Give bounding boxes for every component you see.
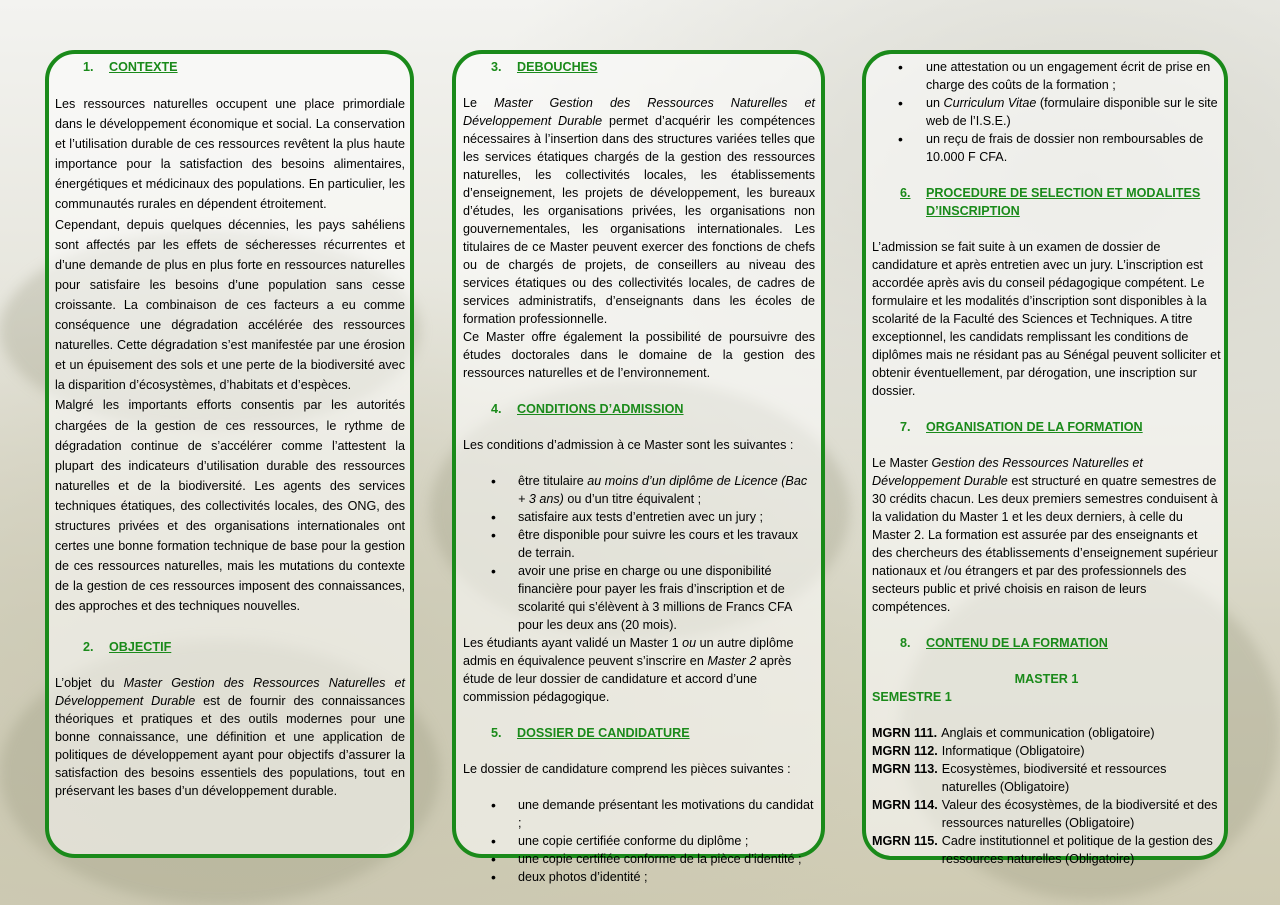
list-item: • une copie certifiée conforme de la pièce d’identité ; (463, 850, 815, 868)
panel-debouches-admission (452, 50, 825, 884)
section-heading-procedure: 6. PROCEDURE DE SELECTION ET MODALITES D’INSCRIPTION (900, 186, 1201, 218)
list-item: • avoir une prise en charge ou une disponibilité financière pour payer les frais d’inscription et de scolarité qui s’élèvent à 3 millions de Francs CFA pour les deux ans (20 mois). (463, 562, 815, 634)
list-item: • une copie certifiée conforme du diplôme ; (463, 832, 815, 850)
panel-contexte-objectif (45, 50, 414, 858)
list-item: • deux photos d’identité ; (463, 868, 815, 886)
course-item: MGRN 111. Anglais et communication (obligatoire) (872, 726, 1155, 740)
conditions-intro: Les conditions d’admission à ce Master sont les suivantes : (463, 438, 794, 452)
procedure-paragraph: L’admission se fait suite à un examen de dossier de candidature et après entretien avec un jury. L’inscription est accordée après avis du conseil pédagogique compétent. Le formulaire et les modalités d’inscription sont disponibles à la scolarité de la Faculté des Sciences et Techniques. A titre exceptionnel, les candidats remplissant les conditions de diplômes mais ne résidant pas au Sénégal peuvent solliciter et obtenir éventuellement, par dérogation, une inscription sur dossier. (872, 240, 1221, 398)
section-heading-objectif: 2. OBJECTIF (83, 640, 172, 655)
debouches-paragraph-1: Le Master Gestion des Ressources Naturelles et Développement Durable permet d’acquérir les compétences nécessaires à l’insertion dans des structures variées telles que les services étatiques chargés de la gestion des ressources naturelles, les collectivités locales, les établissements d’enseignement, les projets de développement, les bureaux d’études, les organisations privées, les organisations non gouvernementales, les organisations internationales. Les titulaires de ce Master peuvent exercer des fonctions de chefs ou de chargés de projets, de conseillers au niveau des services étatiques ou des collectivités locales, de cadres de services administratifs, d’enseignants dans les écoles de formation professionnelle. (463, 96, 815, 326)
section-heading-contenu: 8. CONTENU DE LA FORMATION (900, 636, 1108, 650)
dossier-list-continued (872, 58, 1221, 166)
contexte-paragraph-1: Les ressources naturelles occupent une place primordiale dans le développement économique et social. La conservation et l’utilisation durable de ces ressources revêtent la plus haute importance pour la satisfaction des besoins alimentaires, énergétiques et médicinaux des populations. En particulier, les communautés rurales en dépendent étroitement. (55, 97, 405, 212)
course-item: MGRN 114. Valeur des écosystèmes, de la biodiversité et des ressources naturelles (Obligatoire) (872, 798, 1218, 830)
section-heading-contexte: 1. CONTEXTE (83, 60, 178, 74)
conditions-list (463, 472, 815, 634)
semester-title: SEMESTRE 1 (872, 690, 952, 704)
section-heading-conditions: 4. CONDITIONS D’ADMISSION (491, 402, 684, 416)
list-item: • être titulaire au moins d’un diplôme de Licence (Bac + 3 ans) ou d’un titre équivalent ; (463, 472, 815, 508)
contexte-paragraph-3: Malgré les importants efforts consentis par les autorités chargées de la gestion de ces ressources, le rythme de dégradation continue de s’accélérer comme l’attestent la plupart des indicateurs d’utilisation durable des ressources naturelles et de la biodiversité. Les agents des services techniques étatiques, des collectivités locales, des ONG, des structures privées et des organisations internationales ont certes une bonne formation technique de base pour la gestion de ces ressources naturelles, mais les mutations du contexte de la gestion de ces ressources imposent des connaissances, des approches et des techniques nouvelles. (55, 398, 405, 614)
objectif-paragraph: L’objet du Master Gestion des Ressources Naturelles et Développement Durable est de fournir des connaissances théoriques et pratiques et des outils modernes pour une bonne connaissance, une définition et une application de politiques de développement ayant pour objectifs d’assurer la satisfaction des besoins essentiels des populations, tout en préservant les bases d’un développement durable. (55, 676, 405, 799)
course-item: MGRN 115. Cadre institutionnel et politique de la gestion des ressources naturelles (Obligatoire) (872, 834, 1213, 866)
list-item: • un Curriculum Vitae (formulaire disponible sur le site web de l’I.S.E.) (872, 94, 1221, 130)
list-item: • une attestation ou un engagement écrit de prise en charge des coûts de la formation ; (872, 58, 1221, 94)
course-item: MGRN 113. Ecosystèmes, biodiversité et ressources naturelles (Obligatoire) (872, 762, 1167, 794)
list-item: • être disponible pour suivre les cours et les travaux de terrain. (463, 526, 815, 562)
debouches-paragraph-2: Ce Master offre également la possibilité de poursuivre des études doctorales dans le domaine de la gestion des ressources naturelles et de l’environnement. (463, 330, 815, 380)
contexte-paragraph-2: Cependant, depuis quelques décennies, les pays sahéliens sont affectés par les effets de sécheresses récurrentes et d’une demande de plus en plus forte en ressources naturelles pour satisfaire les besoins d’une population sans cesse croissante. La combinaison de ces facteurs a eu comme conséquence une dégradation accélérée des ressources naturelles. Cette dégradation s’est manifestée par une érosion et un épuisement des sols et une perte de la biodiversité avec la disparition d’écosystèmes, d’habitats et d’espèces. (55, 217, 405, 393)
course-item: MGRN 112. Informatique (Obligatoire) (872, 744, 1085, 758)
organisation-paragraph: Le Master Gestion des Ressources Naturelles et Développement Durable est structuré en quatre semestres de 30 crédits chacun. Les deux premiers semestres conduisent à la validation du Master 1 et les deux derniers, à celle du Master 2. La formation est assurée par des enseignants et des chercheurs des établissements d’enseignement supérieur nationaux et /ou étrangers et par des professionnels des secteurs public et privé choisis en raison de leurs compétences. (872, 456, 1218, 614)
list-item: • un reçu de frais de dossier non remboursables de 10.000 F CFA. (872, 130, 1221, 166)
section-heading-organisation: 7. ORGANISATION DE LA FORMATION (900, 420, 1143, 434)
conditions-equivalence: Les étudiants ayant validé un Master 1 ou un autre diplôme admis en équivalence peuvent s’inscrire en Master 2 après étude de leur dossier de candidature et accord d’une commission pédagogique. (463, 636, 794, 704)
dossier-intro: Le dossier de candidature comprend les pièces suivantes : (463, 762, 791, 776)
list-item: • une demande présentant les motivations du candidat ; (463, 796, 815, 832)
panel-procedure-contenu (862, 50, 1228, 866)
section-heading-debouches: 3. DEBOUCHES (491, 60, 598, 74)
section-heading-dossier: 5. DOSSIER DE CANDIDATURE (491, 726, 690, 740)
list-item: • satisfaire aux tests d’entretien avec un jury ; (463, 508, 815, 526)
dossier-list (463, 796, 815, 886)
master-title: MASTER 1 (1014, 672, 1079, 686)
